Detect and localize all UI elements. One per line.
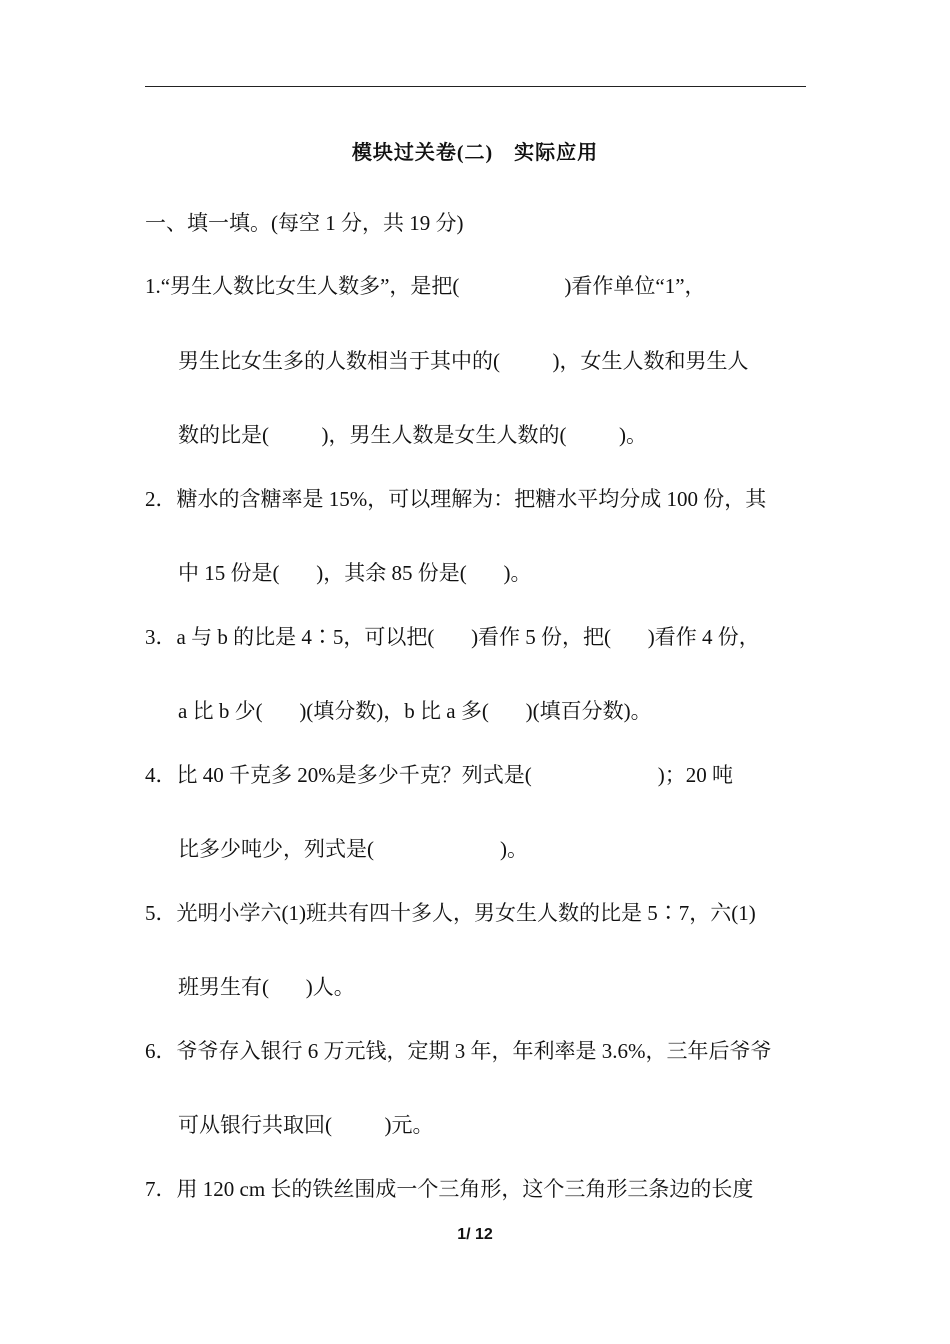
question-1-line-1: 1.“男生人数比女生人数多”，是把( )看作单位“1”， — [145, 274, 706, 298]
question-1-line-2: 男生比女生多的人数相当于其中的( )，女生人数和男生人 — [178, 349, 749, 373]
question-2-line-2: 中 15 份是( )，其余 85 份是( )。 — [178, 561, 532, 585]
question-4-line-1: 4．比 40 千克多 20%是多少千克？列式是( )；20 吨 — [145, 763, 733, 787]
section-heading: 一、填一填。(每空 1 分，共 19 分) — [145, 211, 464, 235]
page-title: 模块过关卷(二) 实际应用 — [351, 142, 599, 164]
question-6-line-1: 6．爷爷存入银行 6 万元钱，定期 3 年，年利率是 3.6%，三年后爷爷 — [145, 1039, 772, 1063]
header-rule — [145, 86, 806, 87]
question-5-line-2: 班男生有( )人。 — [178, 975, 355, 999]
question-7-line-1: 7．用 120 cm 长的铁丝围成一个三角形，这个三角形三条边的长度 — [145, 1177, 754, 1201]
question-5-line-1: 5．光明小学六(1)班共有四十多人，男女生人数的比是 5∶7，六(1) — [145, 901, 756, 925]
page-number: 1/ 12 — [457, 1226, 493, 1243]
question-3-line-2: a 比 b 少( )(填分数)，b 比 a 多( )(填百分数)。 — [178, 699, 652, 723]
question-6-line-2: 可从银行共取回( )元。 — [178, 1113, 434, 1137]
question-2-line-1: 2．糖水的含糖率是 15%，可以理解为：把糖水平均分成 100 份，其 — [145, 487, 767, 511]
question-4-line-2: 比多少吨少，列式是( )。 — [178, 837, 528, 861]
question-1-line-3: 数的比是( )，男生人数是女生人数的( )。 — [178, 423, 647, 447]
question-3-line-1: 3．a 与 b 的比是 4∶5，可以把( )看作 5 份，把( )看作 4 份， — [145, 625, 760, 649]
